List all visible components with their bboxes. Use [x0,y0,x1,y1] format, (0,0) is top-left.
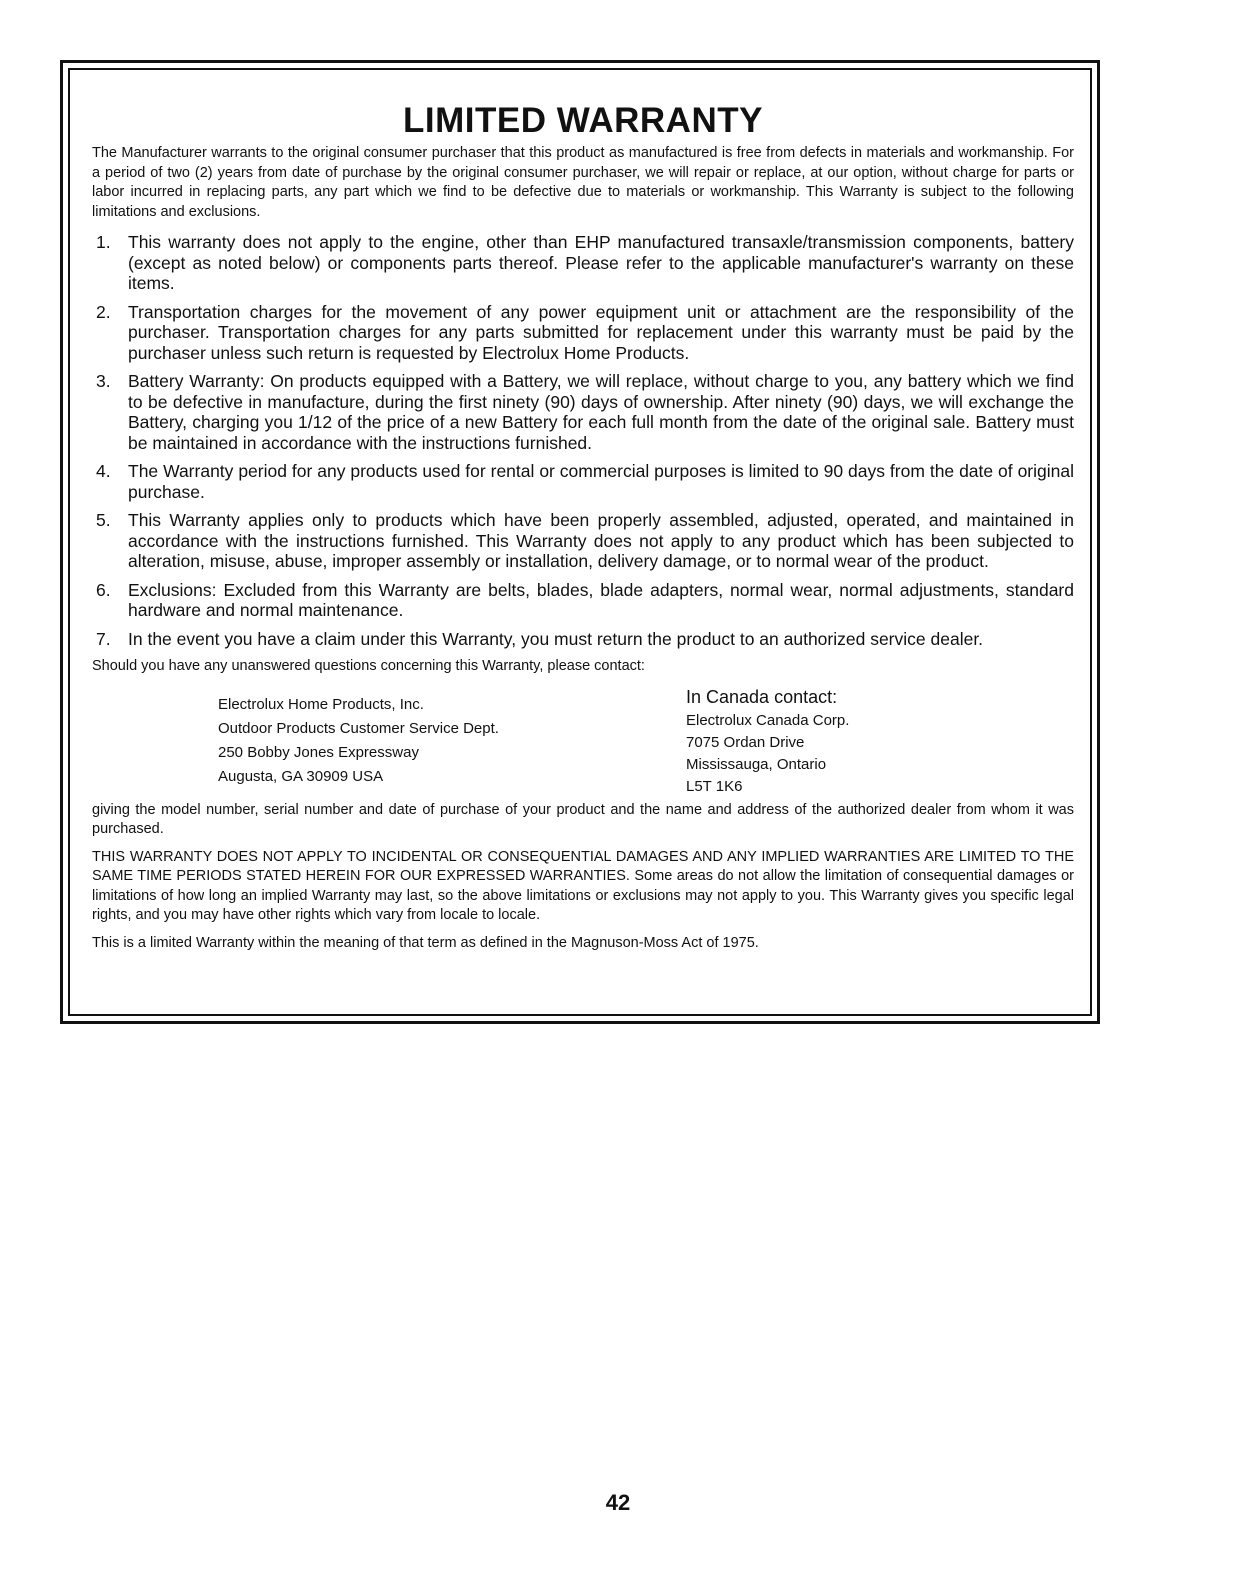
us-contact-city: Augusta, GA 30909 USA [218,767,384,785]
item-number: 7. [96,628,111,649]
limitations-list [92,232,1074,649]
item-number: 6. [96,579,111,600]
item-text: Battery Warranty: On products equipped with a Battery, we will replace, without charge to you, any battery which we find to be defective in manufacture, during the first ninety (90) days of ownership. After ninety (90) days, we will exchange the Battery, charging you 1/12 of the price of a new Battery for each full month from the date of the original sale. Battery must be maintained in accordance with the instructions furnished. [128,371,1074,453]
item-number: 2. [96,301,111,322]
us-contact-department: Outdoor Products Customer Service Dept. [218,719,499,737]
canada-contact-company: Electrolux Canada Corp. [686,711,850,729]
page-number: 42 [605,1490,631,1515]
us-contact-company: Electrolux Home Products, Inc. [218,695,424,713]
canada-contact-city: Mississauga, Ontario [686,755,827,773]
list-item [92,629,1074,650]
item-number: 5. [96,510,111,530]
list-item [92,510,1074,572]
item-number: 3. [96,371,111,391]
item-text: The Warranty period for any products used for rental or commercial purposes is limited to 90 days from the date of original purchase. [128,461,1074,502]
item-text: Transportation charges for the movement of any power equipment unit or attachment are the responsibility of the purchaser. Transportation charges for any parts submitted for replacement under this warranty must be paid by the purchaser unless such return is requested by Electrolux Home Products. [128,301,1074,363]
list-item [92,371,1074,453]
contact-prompt: Should you have any unanswered questions concerning this Warranty, please contact: [92,658,645,674]
list-item [92,580,1074,621]
item-text: In the event you have a claim under this Warranty, you must return the product to an authorized service dealer. [128,628,984,649]
item-number: 4. [96,461,111,481]
implied-warranty-disclaimer: THIS WARRANTY DOES NOT APPLY TO INCIDENTAL OR CONSEQUENTIAL DAMAGES AND ANY IMPLIED WARRANTIES ARE LIMITED TO THE SAME TIME PERIODS STATED HEREIN FOR OUR EXPRESSED WARRANTIES. Some areas do not allow the limitation of consequential damages or limitations of how long an implied Warranty may last, so the above limitations or exclusions may not apply to you. This Warranty gives you specific legal rights, and you may have other rights which vary from locale to locale. [92,848,1074,923]
item-text: Exclusions: Excluded from this Warranty are belts, blades, blade adapters, normal wear, normal adjustments, standard hardware and normal maintenance. [128,579,1074,620]
giving-instructions: giving the model number, serial number and date of purchase of your product and the name and address of the authorized dealer from whom it was purchased. [92,801,1074,837]
item-number: 1. [96,232,111,252]
magnuson-moss-statement: This is a limited Warranty within the meaning of that term as defined in the Magnuson-Moss Act of 1975. [92,934,759,951]
list-item [92,461,1074,502]
contact-addresses [92,685,1074,797]
item-text: This warranty does not apply to the engine, other than EHP manufactured transaxle/transmission components, battery (except as noted below) or components parts thereof. Please refer to the applicable manufacturer's warranty on these items. [128,232,1074,293]
warranty-box [68,68,1092,1016]
list-item [92,232,1074,294]
canada-contact-address [686,685,849,798]
canada-contact-heading: In Canada contact: [686,686,838,707]
canada-contact-postal-code: L5T 1K6 [686,777,743,795]
us-contact-address [218,693,499,789]
list-item [92,302,1074,364]
canada-contact-street: 7075 Ordan Drive [686,733,805,751]
us-contact-street: 250 Bobby Jones Expressway [218,743,419,761]
page-title: LIMITED WARRANTY [403,101,763,140]
item-text: This Warranty applies only to products which have been properly assembled, adjusted, operated, and maintained in accordance with the instructions furnished. This Warranty does not apply to any product which has been subjected to alteration, misuse, abuse, improper assembly or installation, delivery damage, or to normal wear of the product. [128,510,1074,571]
intro-paragraph: The Manufacturer warrants to the original consumer purchaser that this product as manufactured is free from defects in materials and workmanship. For a period of two (2) years from date of purchase by the original consumer purchaser, we will repair or replace, at our option, without charge for parts or labor incurred in replacing parts, any part which we find to be defective due to materials or workmanship. This Warranty is subject to the following limitations and exclusions. [92,145,1074,220]
warranty-border [60,60,1100,1024]
